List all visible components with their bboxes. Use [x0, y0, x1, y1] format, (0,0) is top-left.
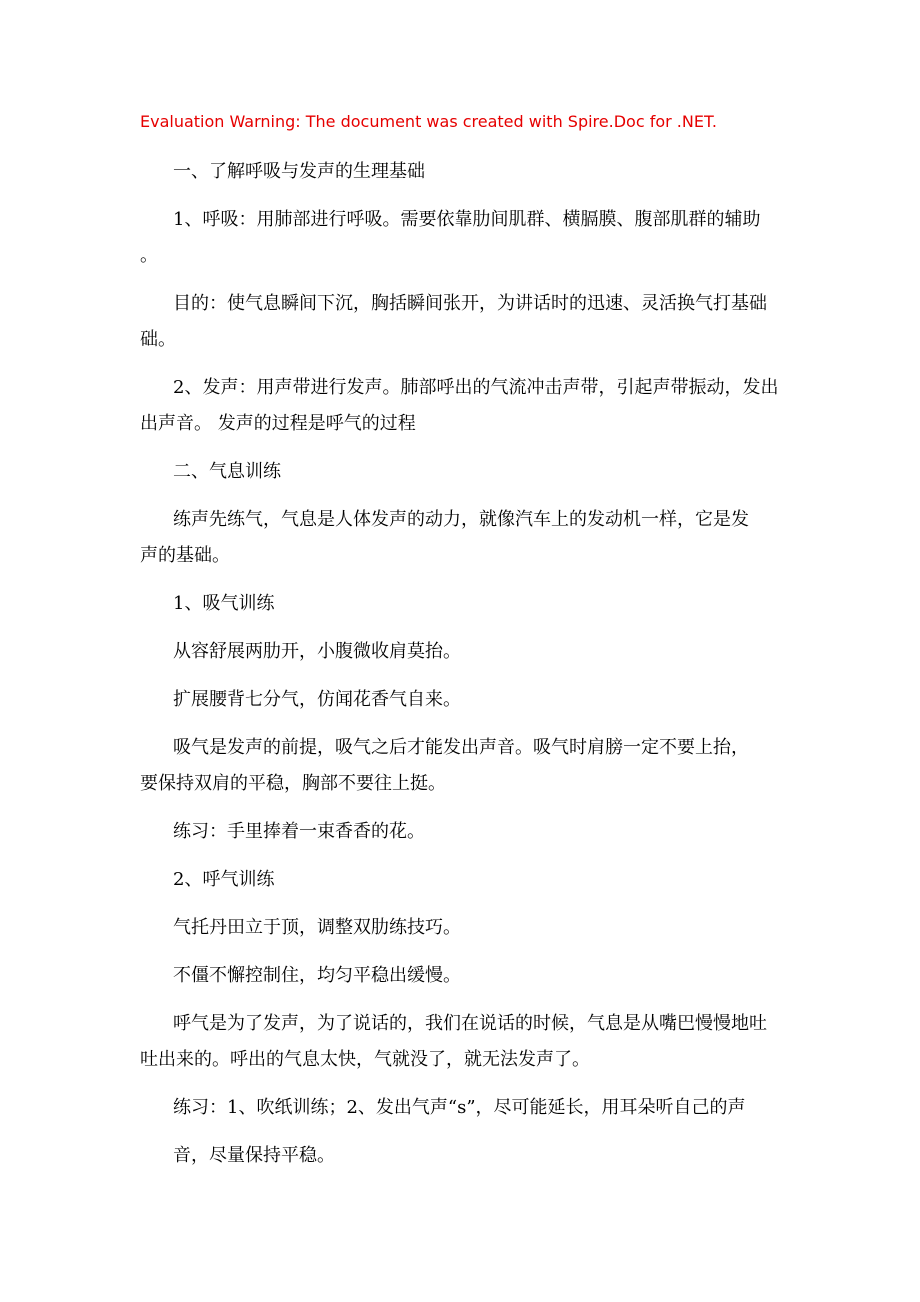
evaluation-warning: Evaluation Warning: The document was created with Spire.Doc for .NET.: [140, 112, 717, 131]
paragraph-vocalization-line-1: 2、发声：用声带进行发声。肺部呼出的气流冲击声带，引起声带振动，发出: [173, 377, 779, 398]
paragraph-breathing-line-2: 。: [140, 245, 158, 266]
paragraph-inhale-line-1: 吸气是发声的前提，吸气之后才能发出声音。吸气时肩膀一定不要上抬，: [173, 737, 749, 758]
heading-exhale-training: 2、呼气训练: [173, 869, 275, 890]
heading-inhale-training: 1、吸气训练: [173, 593, 275, 614]
paragraph-breathing-line-1: 1、呼吸：用肺部进行呼吸。需要依靠肋间肌群、横膈膜、腹部肌群的辅助: [173, 209, 761, 230]
paragraph-vocalization-line-2: 出声音。 发声的过程是呼气的过程: [140, 413, 416, 434]
verse-exhale-1: 气托丹田立于顶，调整双肋练技巧。: [173, 917, 461, 938]
paragraph-purpose-line-1: 目的：使气息瞬间下沉，胸括瞬间张开，为讲话时的迅速、灵活换气打基础: [173, 293, 767, 314]
verse-exhale-2: 不僵不懈控制住，均匀平稳出缓慢。: [173, 965, 461, 986]
exercise-inhale: 练习：手里捧着一束香香的花。: [173, 821, 425, 842]
paragraph-purpose-line-2: 础。: [140, 329, 176, 350]
heading-physiology: 一、了解呼吸与发声的生理基础: [173, 161, 425, 182]
verse-inhale-2: 扩展腰背七分气，仿闻花香气自来。: [173, 689, 461, 710]
paragraph-inhale-line-2: 要保持双肩的平稳，胸部不要往上挺。: [140, 773, 446, 794]
verse-inhale-1: 从容舒展两肋开，小腹微收肩莫抬。: [173, 641, 461, 662]
exercise-exhale-line-2: 音，尽量保持平稳。: [173, 1145, 335, 1166]
paragraph-practice-breath-line-2: 声的基础。: [140, 545, 230, 566]
paragraph-exhale-line-1: 呼气是为了发声，为了说话的，我们在说话的时候，气息是从嘴巴慢慢地吐: [173, 1013, 767, 1034]
paragraph-exhale-line-2: 吐出来的。呼出的气息太快，气就没了，就无法发声了。: [140, 1049, 590, 1070]
heading-breath-training: 二、气息训练: [173, 461, 281, 482]
exercise-exhale-line-1: 练习：1、吹纸训练；2、发出气声“s”，尽可能延长，用耳朵听自己的声: [173, 1097, 746, 1118]
paragraph-practice-breath-line-1: 练声先练气，气息是人体发声的动力，就像汽车上的发动机一样，它是发: [173, 509, 749, 530]
